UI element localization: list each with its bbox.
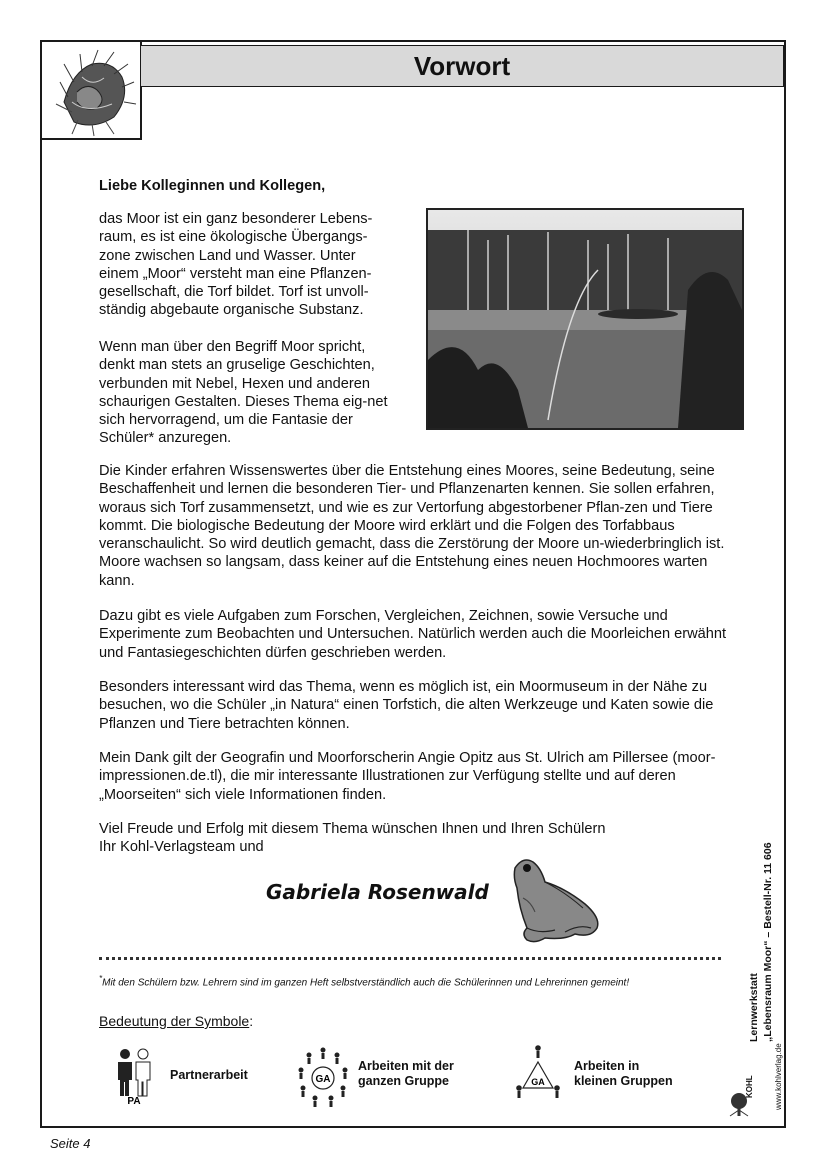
- paragraph-4: Dazu gibt es viele Aufgaben zum Forschen, Vergleichen, Zeichnen, sowie Versuche und Experimente zum Beobachten und Untersuchen. Natürlich werden auch die Moorleichen erwähnt und Fantasiegeschichten dürfen geschrieben werden.: [99, 608, 727, 661]
- sidebar-website: www.kohlverlag.de: [774, 1043, 783, 1110]
- page-title: Vorwort: [413, 50, 511, 81]
- header-logo: [40, 40, 142, 140]
- symbol-label-group: Arbeiten mit der ganzen Gruppe: [358, 1059, 454, 1088]
- greeting: Liebe Kolleginnen und Kollegen,: [99, 178, 326, 194]
- symbol-label-partner: Partnerarbeit: [170, 1068, 248, 1082]
- paragraph-5: Besonders interessant wird das Thema, wenn es möglich ist, ein Moormuseum in der Nähe zu besuchen, wo die Schüler „in Natura“ einen Torfstich, die alten Werkzeuge und Katen sowie die Pflanzen und Tiere betrachten können.: [99, 679, 714, 732]
- symbol-label-small-group: Arbeiten in kleinen Gruppen: [574, 1059, 673, 1088]
- small-group-icon: [513, 1044, 563, 1102]
- svg-text:GA: GA: [531, 1077, 545, 1087]
- sidebar-title: Lernwerkstatt „Lebensraum Moor“ – Bestell-Nr. 11 606: [748, 842, 774, 1042]
- paragraph-6: Mein Dank gilt der Geografin und Moorforscherin Angie Opitz aus St. Ulrich am Pillersee (moor-impressionen.de.tl), die mir interessante Illustrationen zur Verfügung stellte und auf deren „Moorseiten“ sich viele Informationen finden.: [99, 750, 716, 803]
- closing: [99, 820, 739, 857]
- signature: Gabriela Rosenwald: [266, 880, 489, 904]
- frog-icon: [505, 848, 605, 948]
- paragraph-3: Die Kinder erfahren Wissenswertes über die Entstehung eines Moores, seine Bedeutung, seine Beschaffenheit und lernen die besonderen Tier- und Pflanzenarten kennen. Sie sollen erfahren, woraus sich Torf zusammensetzt, und wie es zur Vertorfung abgestorbener Pflan-zen und Tiere kommt. Die biologische Bedeutung der Moore wird erklärt und die Folgen des Torfabbaus veranschaulicht. So wird deutlich gemacht, dass die Zerstörung der Moore un-wiederbringlich ist. Moore wachsen so langsam, dass keiner auf die Entstehung eines neuen Hochmoores warten kann.: [99, 463, 725, 589]
- whole-group-icon: [297, 1046, 349, 1108]
- symbols-heading: Bedeutung der Symbole:: [99, 1013, 254, 1029]
- closing-line-2: Ihr Kohl-Verlagsteam und: [99, 839, 264, 856]
- svg-text:GA: GA: [315, 1074, 331, 1085]
- footnote-text: Mit den Schülern bzw. Lehrern sind im ganzen Heft selbstverständlich auch die Schülerinnen und Lehrerinnen gemeint!: [102, 977, 630, 989]
- moor-landscape-photo: [426, 208, 744, 430]
- closing-line-1: Viel Freude und Erfolg mit diesem Thema wünschen Ihnen und Ihren Schülern: [99, 821, 606, 837]
- paragraph-2: Wenn man über den Begriff Moor spricht, denkt man stets an gruselige Geschichten, verbunden mit Nebel, Hexen und anderen schaurigen Gestalten. Dieses Thema eig-net sich hervorragend, um die Fantasie der Schüler* anzuregen.: [99, 339, 388, 447]
- footnote: [99, 974, 629, 988]
- paragraph-1: das Moor ist ein ganz besonderer Lebens-raum, es ist eine ökologische Übergangs-zone zwischen Land und Wasser. Unter einem „Moor“ versteht man eine Pflanzen-gesellschaft, die Torf bildet. Torf ist unvoll-ständig abgebaute organische Substanz.: [99, 211, 373, 319]
- dotted-divider: [99, 957, 721, 960]
- partner-work-icon: [112, 1046, 156, 1106]
- tree-logo-icon: [728, 1092, 750, 1118]
- moss-clump-icon: [42, 42, 140, 138]
- footnote-marker: *: [99, 974, 103, 983]
- title-bar: [140, 45, 784, 87]
- sidebar-publisher: KOHL: [745, 1075, 754, 1098]
- svg-text:PA: PA: [127, 1096, 141, 1106]
- page-number: Seite 4: [50, 1136, 91, 1151]
